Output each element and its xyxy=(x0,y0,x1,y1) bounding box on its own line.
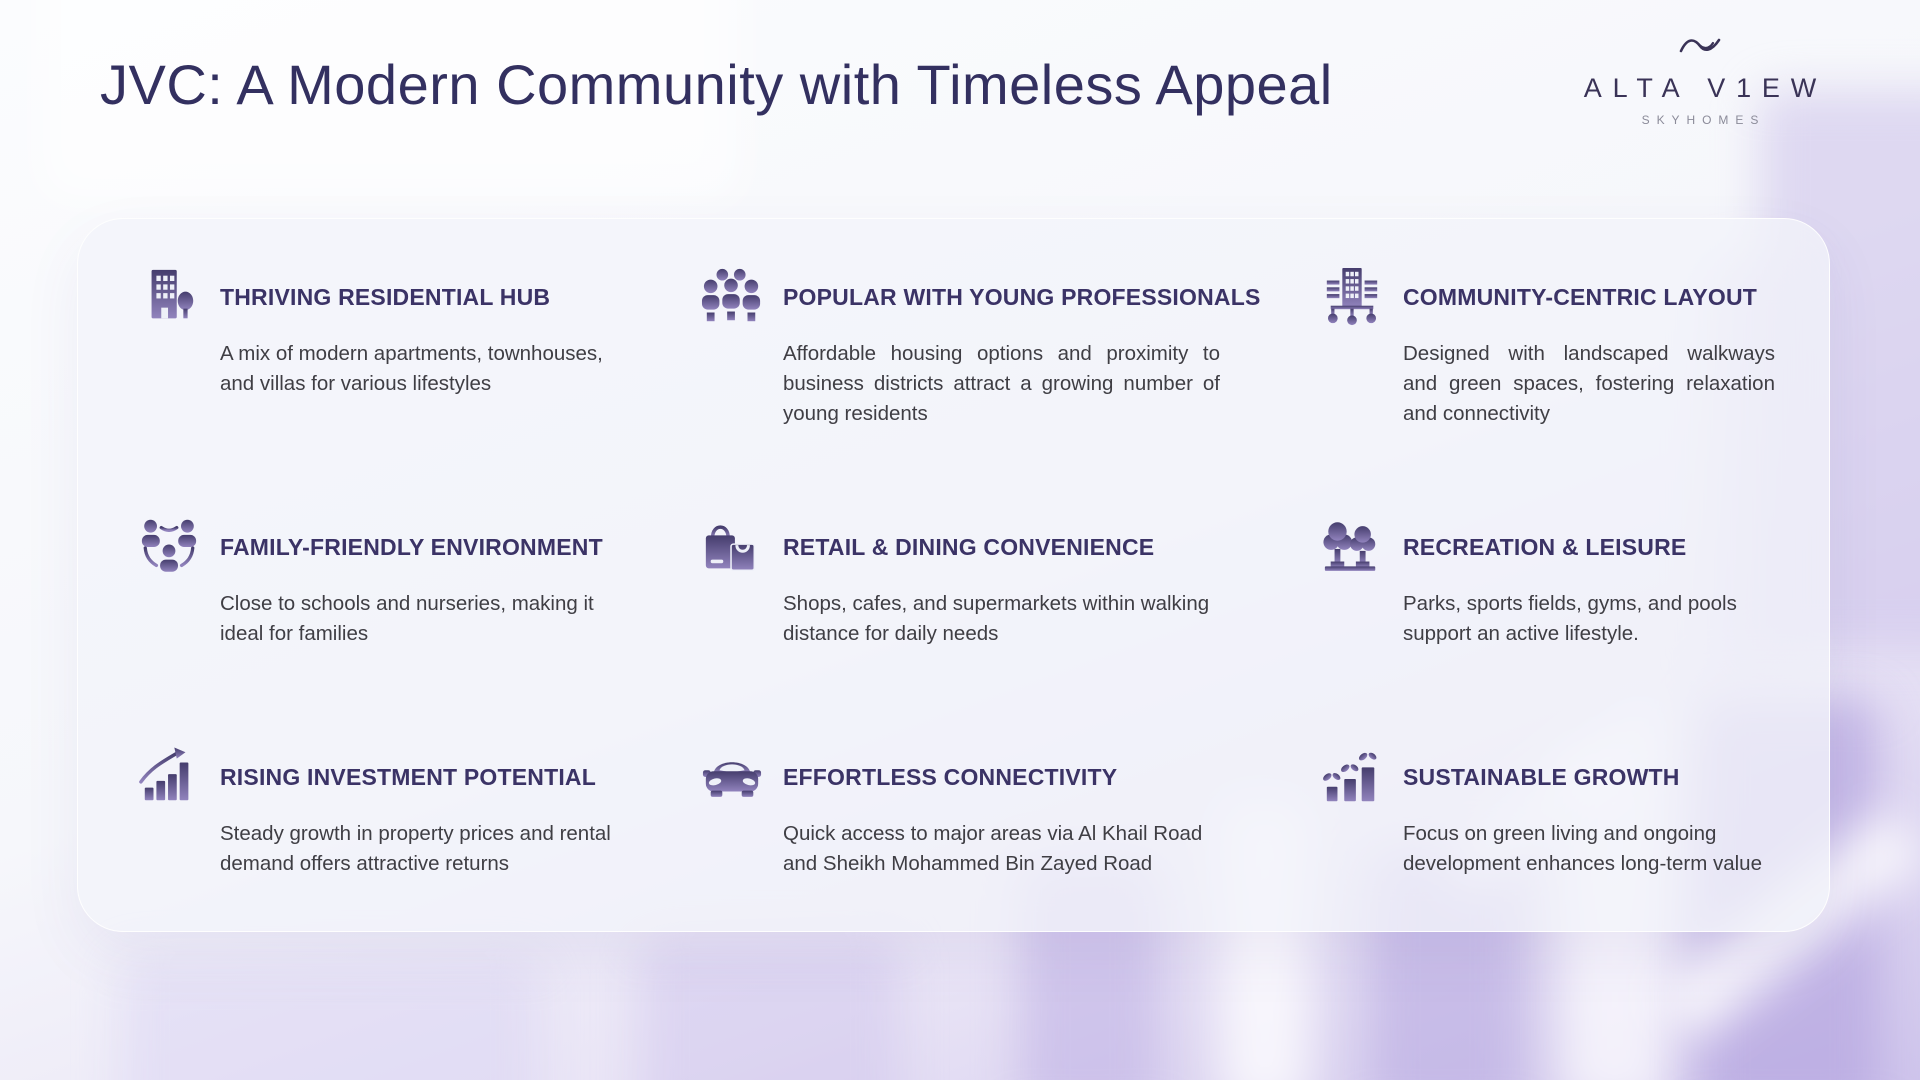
feature-title: FAMILY-FRIENDLY ENVIRONMENT xyxy=(220,533,603,560)
feature-description: Quick access to major areas via Al Khail Road and Sheikh Mohammed Bin Zayed Road xyxy=(783,822,1203,875)
features-grid xyxy=(78,219,1829,931)
trees-icon xyxy=(1321,516,1383,578)
brand-subtitle: SKYHOMES xyxy=(1641,113,1766,127)
brand-logo xyxy=(1560,34,1840,127)
feature-content xyxy=(1403,746,1775,879)
feature-card-rising-investment xyxy=(138,746,701,931)
feature-content xyxy=(1403,516,1775,649)
crowd-icon xyxy=(701,266,763,328)
shopping-bags-icon xyxy=(701,516,763,578)
growth-sprout-icon xyxy=(1321,746,1383,808)
feature-card-young-professionals xyxy=(701,266,1321,516)
feature-card-effortless-connectivity xyxy=(701,746,1321,931)
feature-content xyxy=(220,516,622,649)
feature-content xyxy=(1403,266,1775,429)
feature-content xyxy=(783,266,1261,429)
feature-card-thriving-residential-hub xyxy=(138,266,701,516)
wave-logo-icon xyxy=(1676,45,1724,62)
feature-title: RECREATION & LEISURE xyxy=(1403,533,1687,560)
feature-description: Shops, cafes, and supermarkets within walking distance for daily needs xyxy=(783,592,1210,645)
family-circle-icon xyxy=(138,516,200,578)
feature-card-family-friendly xyxy=(138,516,701,746)
feature-title: EFFORTLESS CONNECTIVITY xyxy=(783,763,1118,790)
background-blur-shape xyxy=(640,940,900,1080)
page-title: JVC: A Modern Community with Timeless Appeal xyxy=(100,53,1333,116)
feature-content xyxy=(220,266,622,399)
background-blur-shape xyxy=(120,960,540,1080)
residential-building-icon xyxy=(138,266,200,328)
feature-description: Steady growth in property prices and rental demand offers attractive returns xyxy=(220,822,611,875)
growth-chart-arrow-icon xyxy=(138,746,200,808)
feature-title: RETAIL & DINING CONVENIENCE xyxy=(783,533,1155,560)
feature-title: THRIVING RESIDENTIAL HUB xyxy=(220,283,551,310)
feature-card-retail-dining xyxy=(701,516,1321,746)
feature-title: COMMUNITY-CENTRIC LAYOUT xyxy=(1403,283,1758,310)
brand-name: ALTA V1EW xyxy=(1583,73,1828,103)
feature-description: Focus on green living and ongoing development enhances long-term value xyxy=(1403,822,1762,875)
feature-title: RISING INVESTMENT POTENTIAL xyxy=(220,763,596,790)
feature-content xyxy=(220,746,622,879)
community-building-icon xyxy=(1321,266,1383,328)
feature-description: Affordable housing options and proximity to business districts attract a growing number of young residents xyxy=(783,342,1220,425)
feature-content xyxy=(783,746,1220,879)
feature-description: Parks, sports fields, gyms, and pools support an active lifestyle. xyxy=(1403,592,1737,645)
feature-title: POPULAR WITH YOUNG PROFESSIONALS xyxy=(783,283,1261,310)
feature-description: Close to schools and nurseries, making it ideal for families xyxy=(220,592,594,645)
feature-title: SUSTAINABLE GROWTH xyxy=(1403,763,1680,790)
feature-description: Designed with landscaped walkways and green spaces, fostering relaxation and connectivity xyxy=(1403,342,1775,425)
car-icon xyxy=(701,746,763,808)
feature-card-sustainable-growth xyxy=(1321,746,1779,931)
feature-description: A mix of modern apartments, townhouses, and villas for various lifestyles xyxy=(220,342,603,395)
feature-card-community-layout xyxy=(1321,266,1779,516)
features-panel xyxy=(77,218,1830,932)
feature-card-recreation-leisure xyxy=(1321,516,1779,746)
feature-content xyxy=(783,516,1220,649)
